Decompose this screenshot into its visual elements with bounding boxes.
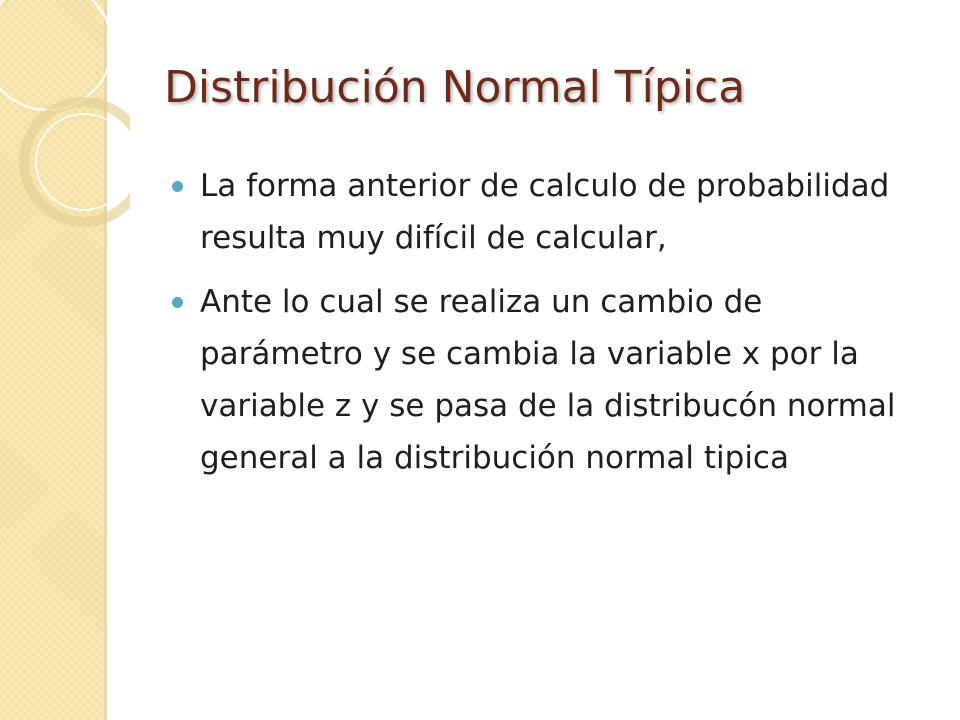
bullet-dot-icon: [172, 297, 183, 308]
bullet-text: La forma anterior de calculo de probabilidad resulta muy difícil de calcular,: [200, 168, 890, 256]
bullet-text: Ante lo cual se realiza un cambio de parámetro y se cambia la variable x por la variable z y se pasa de la distribucón normal general a la distribución normal tipica: [200, 284, 896, 476]
slide-title: Distribución Normal Típica: [164, 62, 746, 113]
bullet-list: [172, 160, 932, 496]
bullet-item: [172, 160, 932, 264]
bullet-dot-icon: [172, 181, 183, 192]
decorative-circles-ornament: [0, 0, 130, 260]
bullet-item: [172, 276, 932, 484]
